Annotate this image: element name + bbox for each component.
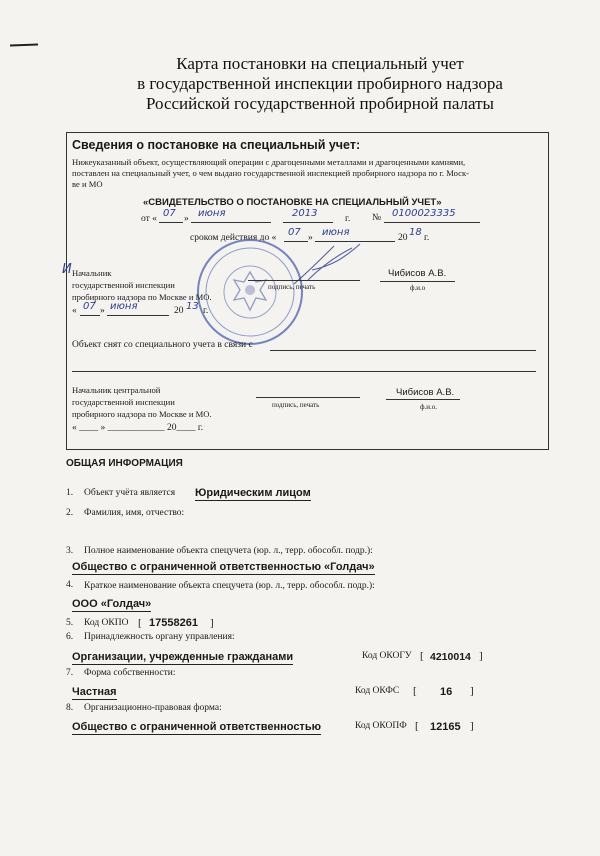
intro-line-3: ве и МО [72,179,103,189]
item8-num: 8. [66,703,74,713]
okopf-bracket-open: [ [415,720,419,732]
valid-year-suffix: г. [424,233,430,243]
from-label: от « [141,214,157,224]
cert-number: 0100023335 [392,208,456,219]
general-heading: ОБЩАЯ ИНФОРМАЦИЯ [66,458,183,469]
number-label: № [372,213,382,223]
central-name-line [386,399,460,400]
sign-date-close: » [100,306,105,316]
certificate-title: «СВИДЕТЕЛЬСТВО О ПОСТАНОВКЕ НА СПЕЦИАЛЬНЫЙ УЧЕТ» [143,197,442,208]
sign-month-line [107,315,169,316]
item6-value: Организации, учрежденные гражданами [72,651,294,663]
item7-num: 7. [66,668,74,678]
okpo-bracket-open: [ [138,617,142,629]
item2-label: Фамилия, имя, отчество: [84,508,185,518]
item8-label: Организационно-правовая форма: [84,703,222,713]
okopf-label: Код ОКОПФ [355,721,407,731]
chief-line-1: Начальник [72,268,112,278]
title-line-1: Карта постановки на специальный учет [176,54,464,73]
valid-year: 18 [409,227,422,238]
cert-number-line [384,222,480,223]
issue-day: 07 [163,208,176,219]
okpo-bracket-close: ] [210,617,214,629]
sign-date-open: « [72,306,77,316]
validity-label: сроком действия до « [190,233,277,243]
central-chief-name: Чибисов А.В. [396,387,455,398]
item3-value: Общество с ограниченной ответственностью «Голдач» [72,561,375,573]
okpo-value: 17558261 [149,617,198,629]
valid-day: 07 [288,227,301,238]
okfs-bracket-open: [ [413,685,417,697]
item7-value: Частная [72,686,117,698]
issue-quote-close: » [184,214,189,224]
item4-num: 4. [66,580,74,590]
central-chief-line-1: Начальник центральной [72,385,161,395]
item3-num: 3. [66,546,74,556]
removal-label: Объект снят со специального учета в связи с [72,340,253,350]
item2-num: 2. [66,508,74,518]
item1-num: 1. [66,488,74,498]
okogu-bracket-close: ] [479,650,483,662]
okfs-label: Код ОКФС [355,686,400,696]
chief-name-line [380,281,455,282]
chief-line-3: пробирного надзора по Москве и МО. [72,292,212,302]
sign-day-line [80,315,100,316]
chief-sign-line [248,280,360,281]
item1-value: Юридическим лицом [195,487,311,499]
title-line-3: Российской государственной пробирной палаты [146,94,494,113]
issue-year: 2013 [292,208,318,219]
chief-fio-label: ф.и.о [410,284,426,292]
central-sign-label: подпись, печать [272,401,320,409]
chief-line-2: государственной инспекции [72,280,175,290]
corner-pen-mark [10,44,38,47]
sign-month: июня [110,301,138,312]
removal-line-1 [270,350,536,351]
issue-month-line [191,222,271,223]
issue-day-line [159,222,183,223]
item6-label: Принадлежность органу управления: [84,632,235,642]
valid-quote-close: » [308,233,313,243]
okfs-bracket-close: ] [470,685,474,697]
chief-sign-label: подпись, печать [268,283,316,291]
central-chief-line-2: государственной инспекции [72,397,175,407]
issue-month: июня [198,208,226,219]
item4-value: ООО «Голдач» [72,598,152,610]
registration-heading: Сведения о постановке на специальный учет: [72,138,361,152]
central-sign-line [256,397,360,398]
okopf-value: 12165 [430,721,461,733]
sign-day: 07 [83,301,96,312]
item5-label: Код ОКПО [84,618,129,628]
chief-name: Чибисов А.В. [388,268,447,279]
okopf-bracket-close: ] [470,720,474,732]
okogu-value: 4210014 [430,651,471,663]
intro-line-1: Нижеуказанный объект, осуществляющий операции с драгоценными металлами и драгоценными камнями, [72,157,466,167]
issue-year-line [283,222,333,223]
removal-line-2 [72,371,536,372]
item8-value: Общество с ограниченной ответственностью [72,721,321,733]
sign-year-suffix: г. [203,306,209,316]
title-line-2: в государственной инспекции пробирного надзора [137,74,503,93]
okogu-label: Код ОКОГУ [362,651,412,661]
initial-mark: И [62,262,72,277]
okfs-value: 16 [440,686,453,698]
intro-line-2: поставлен на специальный учет, о чем выдано государственной инспекцией пробирного надзора по г. Моск- [72,168,470,178]
item1-label: Объект учёта является [84,488,176,498]
item6-num: 6. [66,632,74,642]
sign-year: 13 [186,301,199,312]
item7-label: Форма собственности: [84,668,176,678]
issue-year-suffix: г. [345,214,351,224]
central-fio-label: ф.и.о. [420,403,438,411]
valid-month: июня [322,227,350,238]
item4-label: Краткое наименование объекта спецучета (юр. л., терр. обособл. подр.): [84,581,375,591]
valid-year-prefix: 20 [398,233,408,243]
okogu-bracket-open: [ [420,650,424,662]
item3-label: Полное наименование объекта спецучета (юр. л., терр. обособл. подр.): [84,546,373,556]
central-chief-line-3: пробирного надзора по Москве и МО. [72,409,212,419]
item5-num: 5. [66,618,74,628]
sign-year-prefix: 20 [174,306,184,316]
central-blank-date: « ____ » ____________ 20____ г. [72,423,204,433]
